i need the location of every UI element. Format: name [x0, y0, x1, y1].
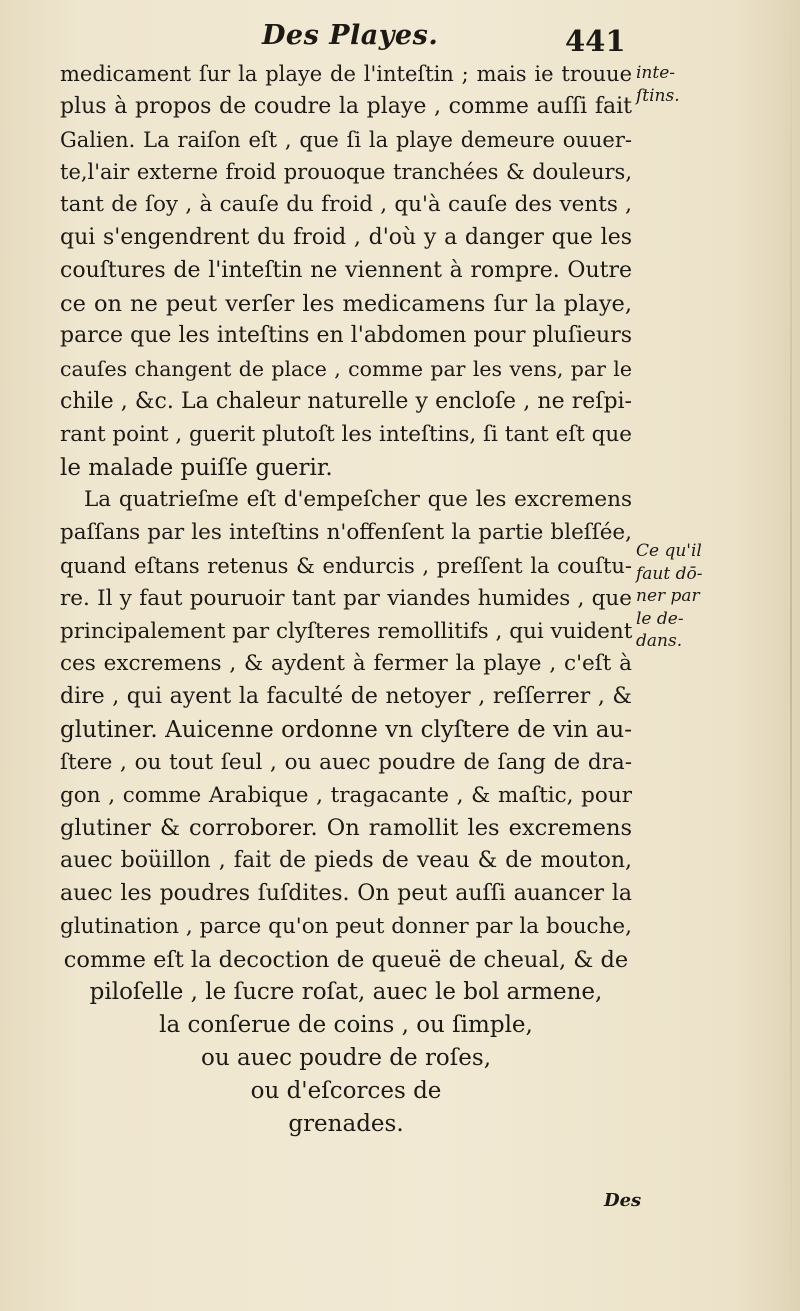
text-line: le malade puiſſe guerir.	[60, 454, 333, 481]
text-line: rant point , guerit plutoſt les inteſtins, ſi tant eſt que	[60, 421, 632, 447]
text-line: dire , qui ayent la faculté de netoyer , reſſerrer , &	[60, 684, 632, 710]
margin-note-line: dans.	[636, 631, 683, 651]
text-line: comme eſt la decoction de queuë de cheual, & de	[63, 946, 629, 973]
text-line: medicament ſur la playe de l'inteſtin ; mais ie trouue	[60, 62, 632, 86]
text-line: qui s'engendrent du froid , d'où y a danger que les	[60, 224, 632, 250]
text-line: ſtere , ou tout ſeul , ou auec poudre de ſang de dra-	[60, 749, 632, 775]
text-line: grenades.	[288, 1110, 404, 1137]
page-header	[0, 14, 800, 58]
text-line: piloſelle , le ſucre roſat, auec le bol armene,	[89, 979, 603, 1006]
text-line: plus à propos de coudre la playe , comme auſſi fait	[60, 93, 632, 119]
text-line: glutination , parce qu'on peut donner par la bouche,	[60, 913, 632, 939]
text-line: parce que les inteſtins en l'abdomen pour pluſieurs	[60, 323, 632, 349]
margin-note-line: faut dō-	[636, 563, 703, 584]
text-line: ou d'eſcorces de	[250, 1077, 442, 1104]
margin-note-intestins	[636, 62, 796, 107]
margin-note-line: ſtins.	[636, 85, 680, 106]
text-line: principalement par clyſteres remollitifs , qui vuident	[60, 618, 633, 644]
text-line: auec boüillon , fait de pieds de veau & de mouton,	[60, 848, 632, 874]
text-line: Galien. La raiſon eſt , que ſi la playe demeure ouuer-	[60, 127, 632, 152]
text-line: ce on ne peut verſer les medicamens ſur la playe,	[60, 290, 632, 317]
text-line: glutiner & corroborer. On ramollit les excremens	[60, 815, 632, 842]
text-line: tant de ſoy , à cauſe du froid , qu'à cauſe des vents ,	[60, 192, 632, 218]
text-line: quand eſtans retenus & endurcis , preſſent la couſtu-	[60, 553, 632, 578]
page-edge-shadow	[790, 0, 792, 1311]
text-line: te,l'air externe froid prouoque tranchées & douleurs,	[60, 160, 632, 185]
margin-note-ce-quil-faut	[636, 540, 796, 653]
body-text	[60, 58, 632, 1140]
text-line: paſſans par les inteſtins n'offenſent la partie bleſſée,	[60, 520, 632, 546]
running-title: Des Playes.	[262, 20, 439, 51]
text-line: chile , &c. La chaleur naturelle y encloſe , ne reſpi-	[60, 388, 632, 414]
text-line: ces excremens , & aydent à fermer la playe , c'eſt à	[60, 651, 632, 677]
text-line: La quatrieſme eſt d'empeſcher que les excremens	[84, 487, 632, 513]
text-line: cauſes changent de place , comme par les vens, par le	[60, 357, 632, 382]
text-line: ou auec poudre de roſes,	[200, 1044, 492, 1071]
text-line: re. Il y faut pouruoir tant par viandes humides , que	[60, 585, 632, 611]
text-line: couſtures de l'inteſtin ne viennent à rompre. Outre	[60, 257, 632, 283]
catchword: Des	[604, 1190, 642, 1211]
text-line: auec les poudres ſuſdites. On peut auſſi auancer la	[60, 880, 632, 906]
margin-note-line: ner par	[636, 586, 700, 606]
margin-note-line: le de-	[636, 608, 684, 629]
margin-note-line: inte-	[636, 63, 676, 83]
page-number: 441	[565, 24, 626, 58]
text-line: la conſerue de coins , ou ſimple,	[159, 1012, 533, 1039]
text-line: glutiner. Auicenne ordonne vn clyſtere de vin au-	[60, 716, 632, 743]
text-line: gon , comme Arabique , tragacante , & maſtic, pour	[60, 782, 632, 808]
margin-note-line: Ce qu'il	[636, 541, 702, 561]
